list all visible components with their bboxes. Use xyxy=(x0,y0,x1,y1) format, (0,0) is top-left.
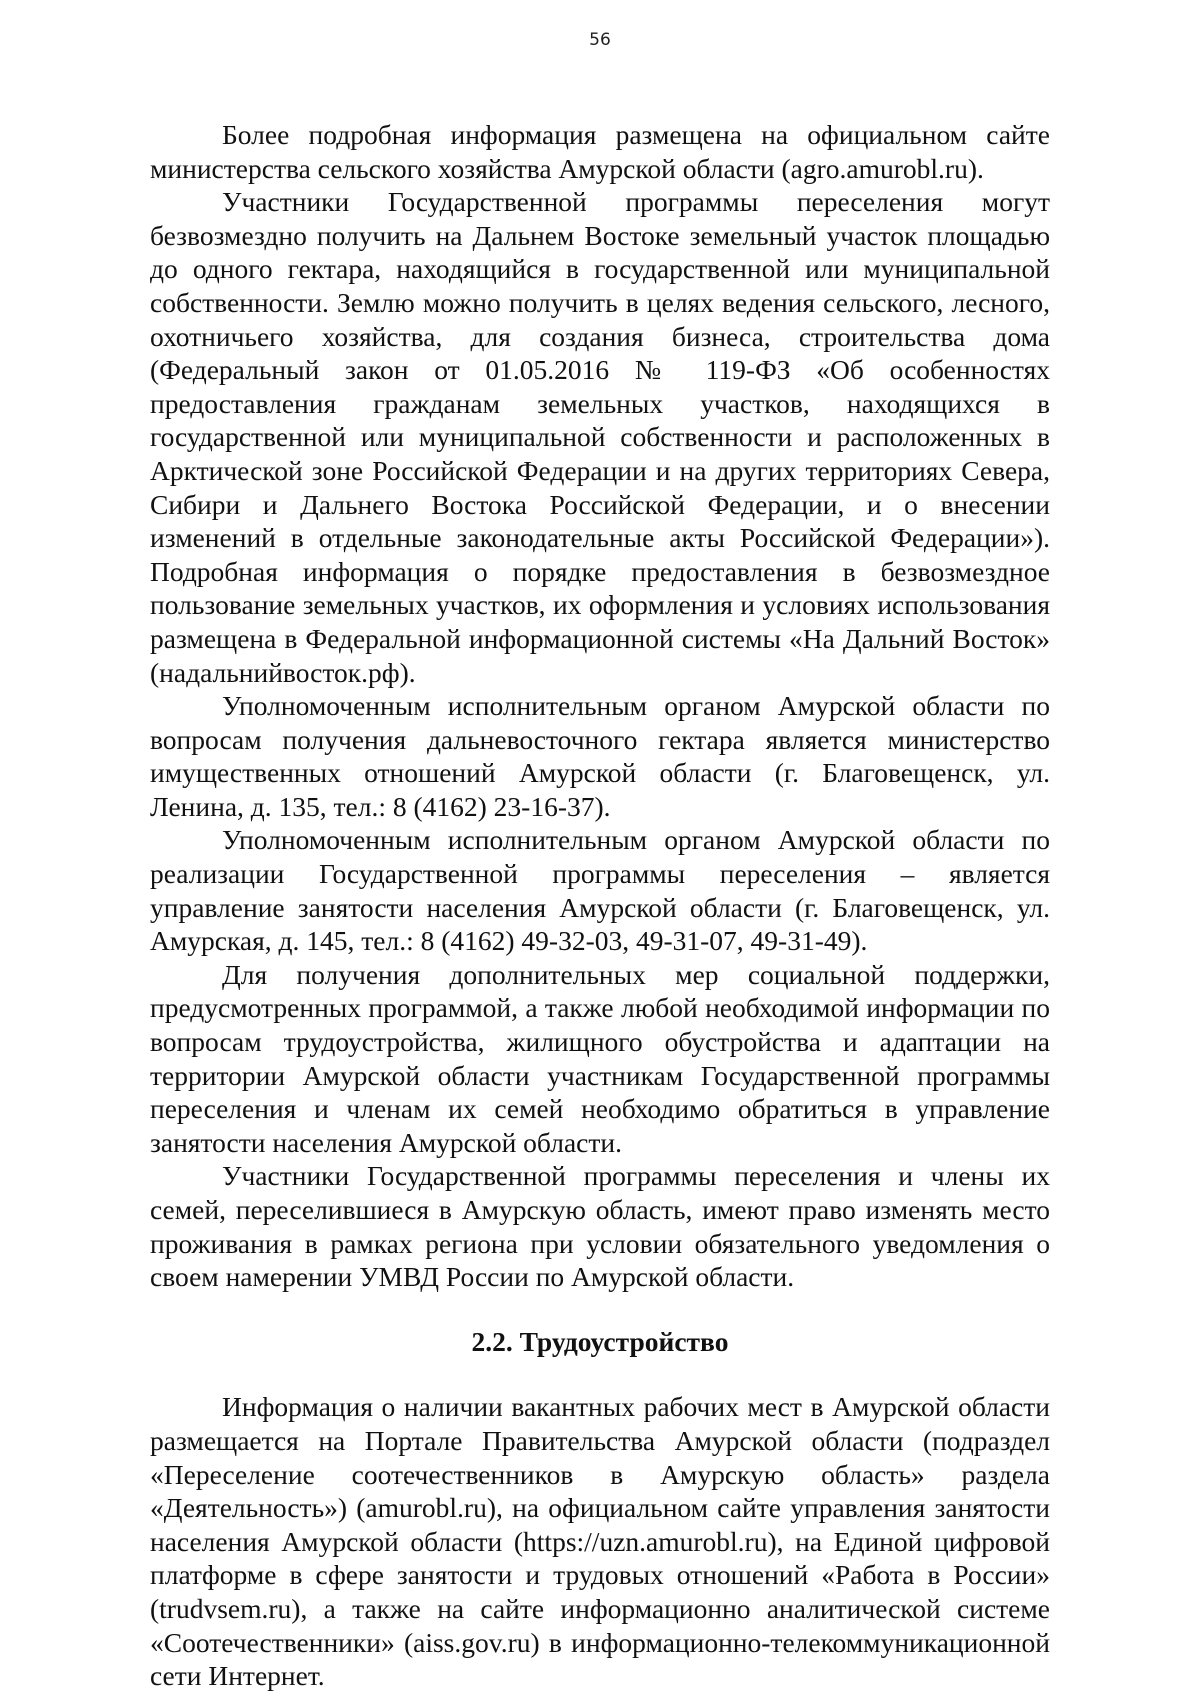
paragraph-resettlement-authority: Уполномоченным исполнительным органом Амурской области по реализации Государственной программы переселения – является управление занятости населения Амурской области (г. Благовещенск, ул. Амурская, д. 145, тел.: 8 (4162) 49-32-03, 49-31-07, 49-31-49). xyxy=(150,824,1050,957)
paragraph-land-plot: Участники Государственной программы переселения могут безвозмездно получить на Дальнем Востоке земельный участок площадью до одного гектара, находящийся в государственной или муниципальной собственности. Землю можно получить в целях ведения сельского, лесного, охотничьего хозяйства, для создания бизнеса, строительства дома (Федеральный закон от 01.05.2016 № 119-ФЗ «Об особенностях предоставления гражданам земельных участков, находящихся в государственной или муниципальной собственности и расположенных в Арктической зоне Российской Федерации и на других территориях Севера, Сибири и Дальнего Востока Российской Федерации, и о внесении изменений в отдельные законодательные акты Российской Федерации»). Подробная информация о порядке предоставления в безвозмездное пользование земельных участков, их оформления и условиях использования размещена в Федеральной информационной системы «На Дальний Восток» (надальнийвосток.рф). xyxy=(150,186,1050,688)
document-body xyxy=(150,118,1050,1693)
page-number: 56 xyxy=(589,30,611,50)
paragraph-ministry-agriculture: Более подробная информация размещена на официальном сайте министерства сельского хозяйства Амурской области (agro.amurobl.ru). xyxy=(150,119,1050,184)
paragraph-hectare-authority: Уполномоченным исполнительным органом Амурской области по вопросам получения дальневосточного гектара является министерство имущественных отношений Амурской области (г. Благовещенск, ул. Ленина, д. 135, тел.: 8 (4162) 23-16-37). xyxy=(150,690,1050,822)
paragraph-social-support: Для получения дополнительных мер социальной поддержки, предусмотренных программой, а также любой необходимой информации по вопросам трудоустройства, жилищного обустройства и адаптации на территории Амурской области участникам Государственной программы переселения и членам их семей необходимо обратиться в управление занятости населения Амурской области. xyxy=(150,958,1050,1158)
paragraph-vacancies-info: Информация о наличии вакантных рабочих мест в Амурской области размещается на Портале Правительства Амурской области (подраздел «Переселение соотечественников в Амурскую область» раздела «Деятельность») (amurobl.ru), на официальном сайте управления занятости населения Амурской области (https://uzn.amurobl.ru), на Единой цифровой платформе в сфере занятости и трудовых отношений «Работа в России» (trudvsem.ru), а также на сайте информационно аналитической системе «Соотечественники» (aiss.gov.ru) в информационно-телекоммуникационной сети Интернет. xyxy=(150,1391,1050,1692)
paragraph-change-residence: Участники Государственной программы переселения и члены их семей, переселившиеся в Амурскую область, имеют право изменять место проживания в рамках региона при условии обязательного уведомления о своем намерении УМВД России по Амурской области. xyxy=(150,1160,1050,1293)
section-heading-employment: 2.2. Трудоустройство xyxy=(471,1325,729,1357)
